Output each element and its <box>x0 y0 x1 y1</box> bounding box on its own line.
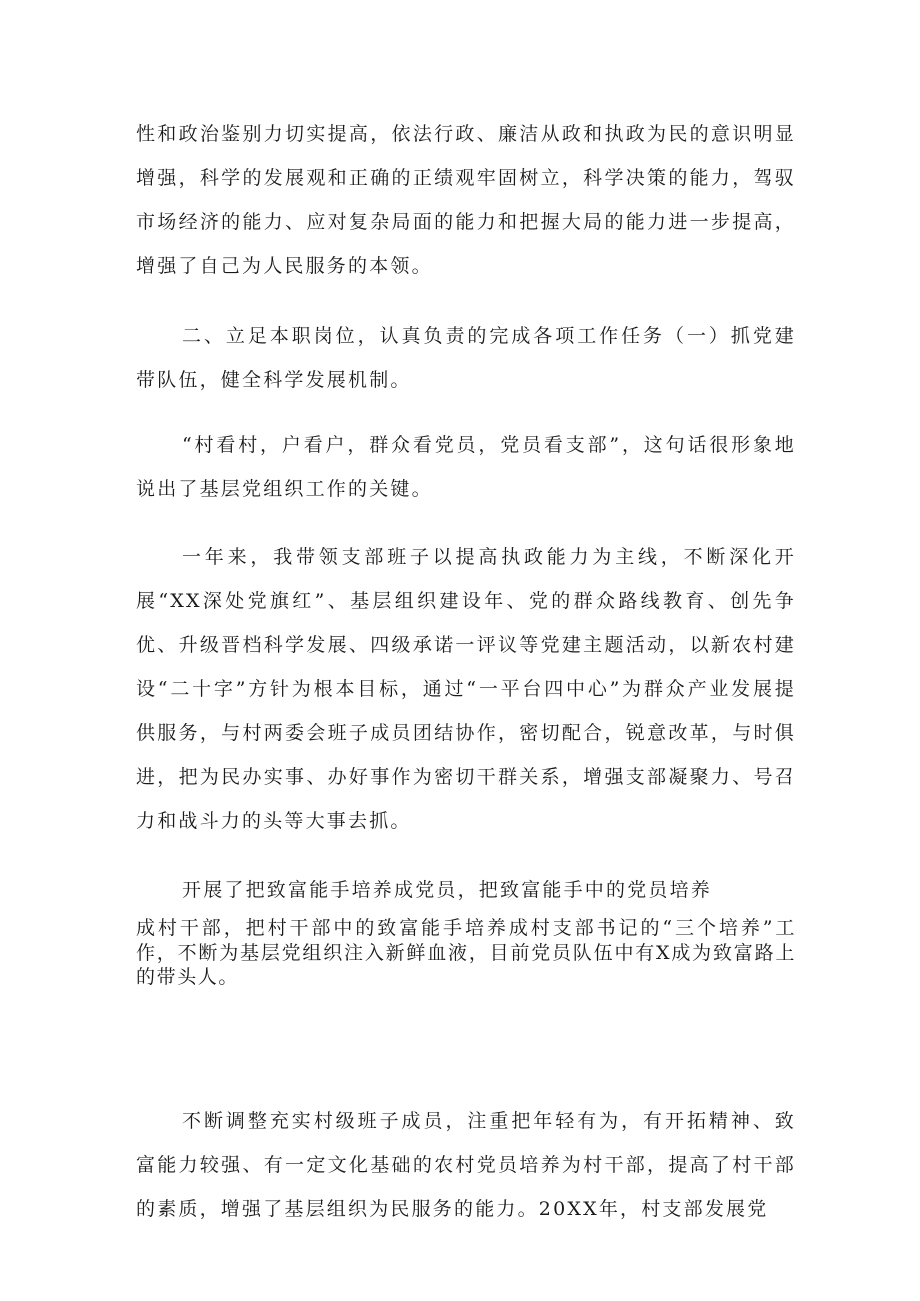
section-heading-paragraph: 二、立足本职岗位，认真负责的完成各项工作任务（一）抓党建带队伍，健全科学发展机制。 <box>136 325 796 391</box>
paragraph-three-cultivations-start: 开展了把致富能手培养成党员，把致富能手中的党员培养 <box>182 879 713 901</box>
paragraph-annual-work: 一年来，我带领支部班子以提高执政能力为主线，不断深化开展“XX深处党旗红”、基层组织建设年、党的群众路线教育、创先争优、升级晋档科学发展、四级承诺一评议等党建主题活动，以新农村建设“二十字”方针为根本目标，通过“一平台四中心”为群众产业发展提供服务，与村两委会班子成员团结协作，密切配合，锐意改革，与时俱进，把为民办实事、办好事作为密切干群关系，增强支部凝聚力、号召力和战斗力的头等大事去抓。 <box>136 546 796 832</box>
paragraph-quote: “村看村，户看户，群众看党员，党员看支部”，这句话很形象地说出了基层党组织工作的关键。 <box>136 434 796 500</box>
paragraph-team-adjustment: 不断调整充实村级班子成员，注重把年轻有为，有开拓精神、致富能力较强、有一定文化基础的农村党员培养为村干部，提高了村干部的素质，增强了基层组织为民服务的能力。20XX年，村支部发展党 <box>136 1110 796 1220</box>
paragraph-continuation: 性和政治鉴别力切实提高，依法行政、廉洁从政和执政为民的意识明显增强，科学的发展观和正确的正绩观牢固树立，科学决策的能力，驾驭市场经济的能力、应对复杂局面的能力和把握大局的能力进一步提高，增强了自己为人民服务的本领。 <box>136 123 796 277</box>
paragraph-three-cultivations-rest: 成村干部，把村干部中的致富能手培养成村支部书记的“三个培养”工作，不断为基层党组织注入新鲜血液，目前党员队伍中有X成为致富路上的带头人。 <box>136 917 796 988</box>
